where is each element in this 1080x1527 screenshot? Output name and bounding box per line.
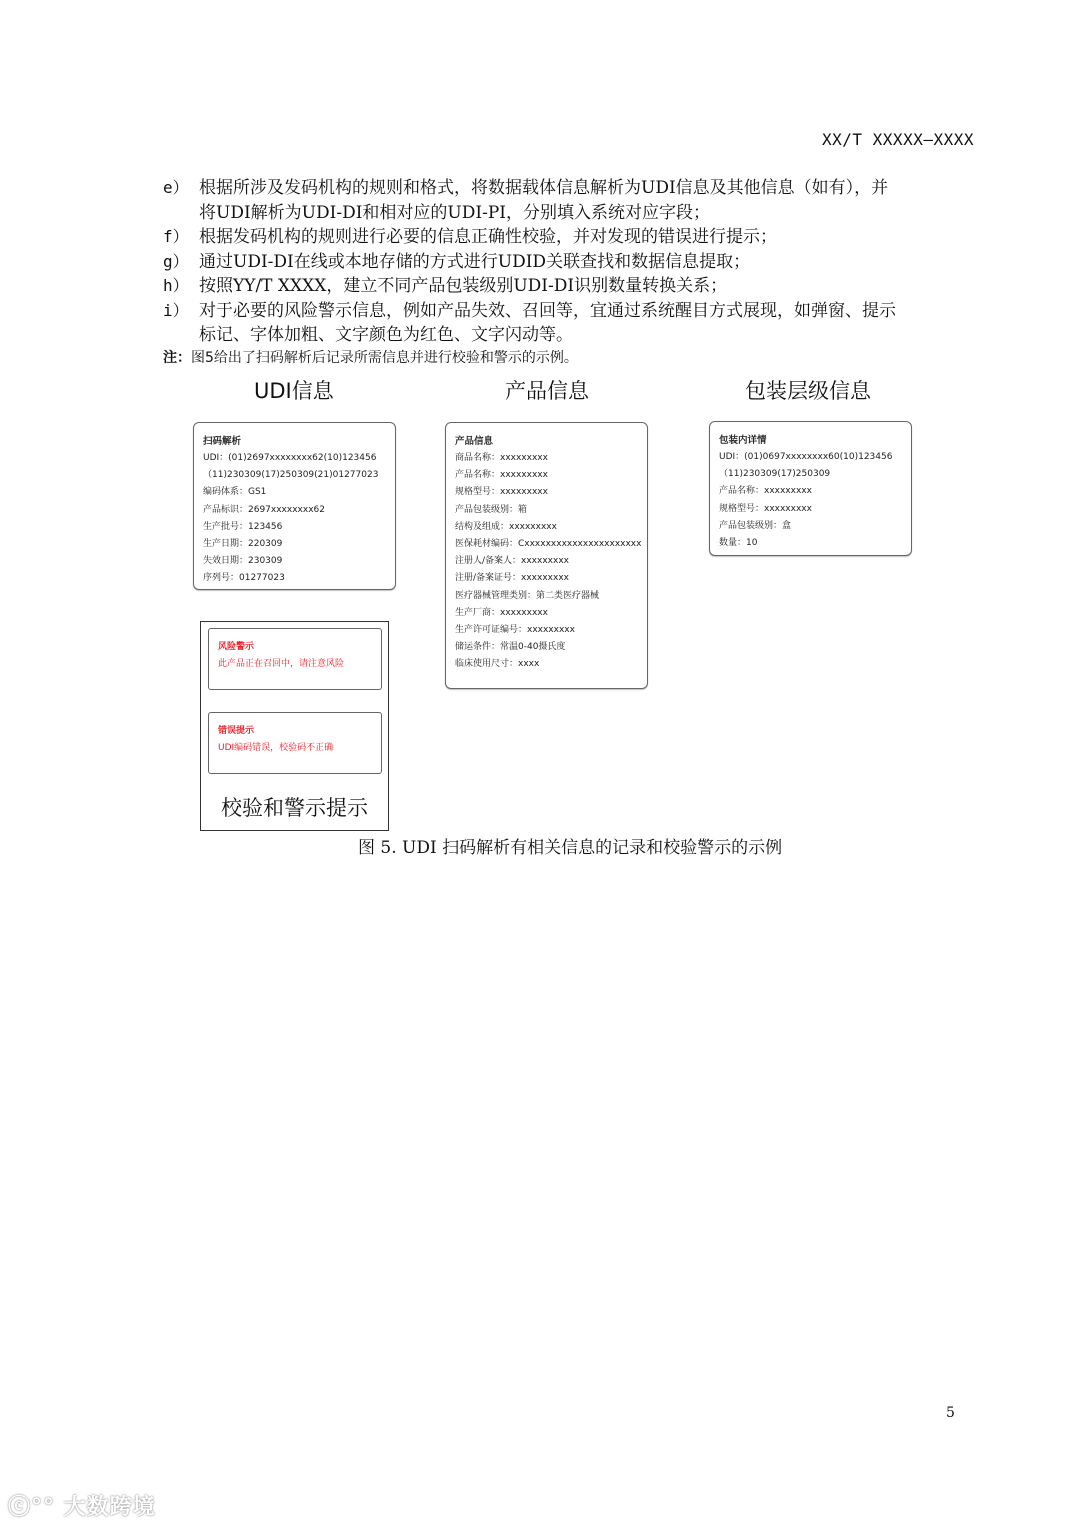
list-item-e: e） 根据所涉及发码机构的规则和格式，将数据载体信息解析为UDI信息及其他信息（如有），并 将UDI解析为UDI-DI和相对应的UDI-PI，分别填入系统对应字段； bbox=[163, 178, 889, 223]
logo-icon: ⓒ°° bbox=[8, 1495, 64, 1520]
validation-alert-panel bbox=[200, 621, 389, 831]
package-detail-card: 包装内详情 UDI：(01)0697xxxxxxxx60(10)123456 （11)230309(17)250309 产品名称：xxxxxxxxx 规格型号：xxxxxxxxx 产品包装级别：盒 数量：10 bbox=[709, 421, 912, 556]
list-item-h: h） 按照YY/T XXXX，建立不同产品包装级别UDI-DI识别数量转换关系； bbox=[163, 276, 728, 296]
standard-code: XX/T XXXXX—XXXX bbox=[822, 130, 974, 149]
udi-scan-card: 扫码解析 UDI：(01)2697xxxxxxxx62(10)123456 （11)230309(17)250309(21)01277023 编码体系：GS1 产品标识：2697xxxxxxxx62 生产批号：123456 生产日期：220309 失效日期：230309 序列号：01277023 bbox=[193, 422, 396, 590]
error-prompt-box: 错误提示 UDI编码错误，校验码不正确 bbox=[208, 712, 382, 774]
column-title-product: 产品信息 bbox=[505, 379, 589, 403]
column-title-package: 包装层级信息 bbox=[745, 379, 871, 403]
note: 注：图5给出了扫码解析后记录所需信息并进行校验和警示的示例。 bbox=[163, 350, 578, 366]
list-item-i: i） 对于必要的风险警示信息，例如产品失效、召回等，宜通过系统醒目方式展现，如弹窗、提示 标记、字体加粗、文字颜色为红色、文字闪动等。 bbox=[163, 300, 896, 345]
figure-caption: 图 5. UDI 扫码解析有相关信息的记录和校验警示的示例 bbox=[358, 838, 783, 858]
product-info-card: 产品信息 商品名称：xxxxxxxxx 产品名称：xxxxxxxxx 规格型号：xxxxxxxxx 产品包装级别：箱 结构及组成：xxxxxxxxx 医保耗材编码：Cxxxxxxxxxxxxxxxxxxxxxx 注册人/备案人：xxxxxxxxx 注册/备案证号：xxxxxxxxx 医疗器械管理类别：第二类医疗器械 生产厂商：xxxxxxxxx 生产许可证编号：xxxxxxxxx 储运条件：常温0-40摄氏度 临床使用尺寸：xxxx bbox=[445, 422, 648, 689]
page-number: 5 bbox=[946, 1405, 955, 1421]
column-title-udi: UDI信息 bbox=[254, 379, 334, 403]
watermark-logo: ⓒ°° 大数跨境 bbox=[8, 1495, 156, 1520]
list-item-f: f） 根据发码机构的规则进行必要的信息正确性校验，并对发现的错误进行提示； bbox=[163, 227, 777, 247]
list-item-g: g） 通过UDI-DI在线或本地存储的方式进行UDID关联查找和数据信息提取； bbox=[163, 251, 751, 272]
alert-panel-caption: 校验和警示提示 bbox=[221, 796, 368, 820]
risk-warning-box: 风险警示 此产品正在召回中，请注意风险 bbox=[208, 628, 382, 690]
requirements-list bbox=[163, 176, 983, 348]
